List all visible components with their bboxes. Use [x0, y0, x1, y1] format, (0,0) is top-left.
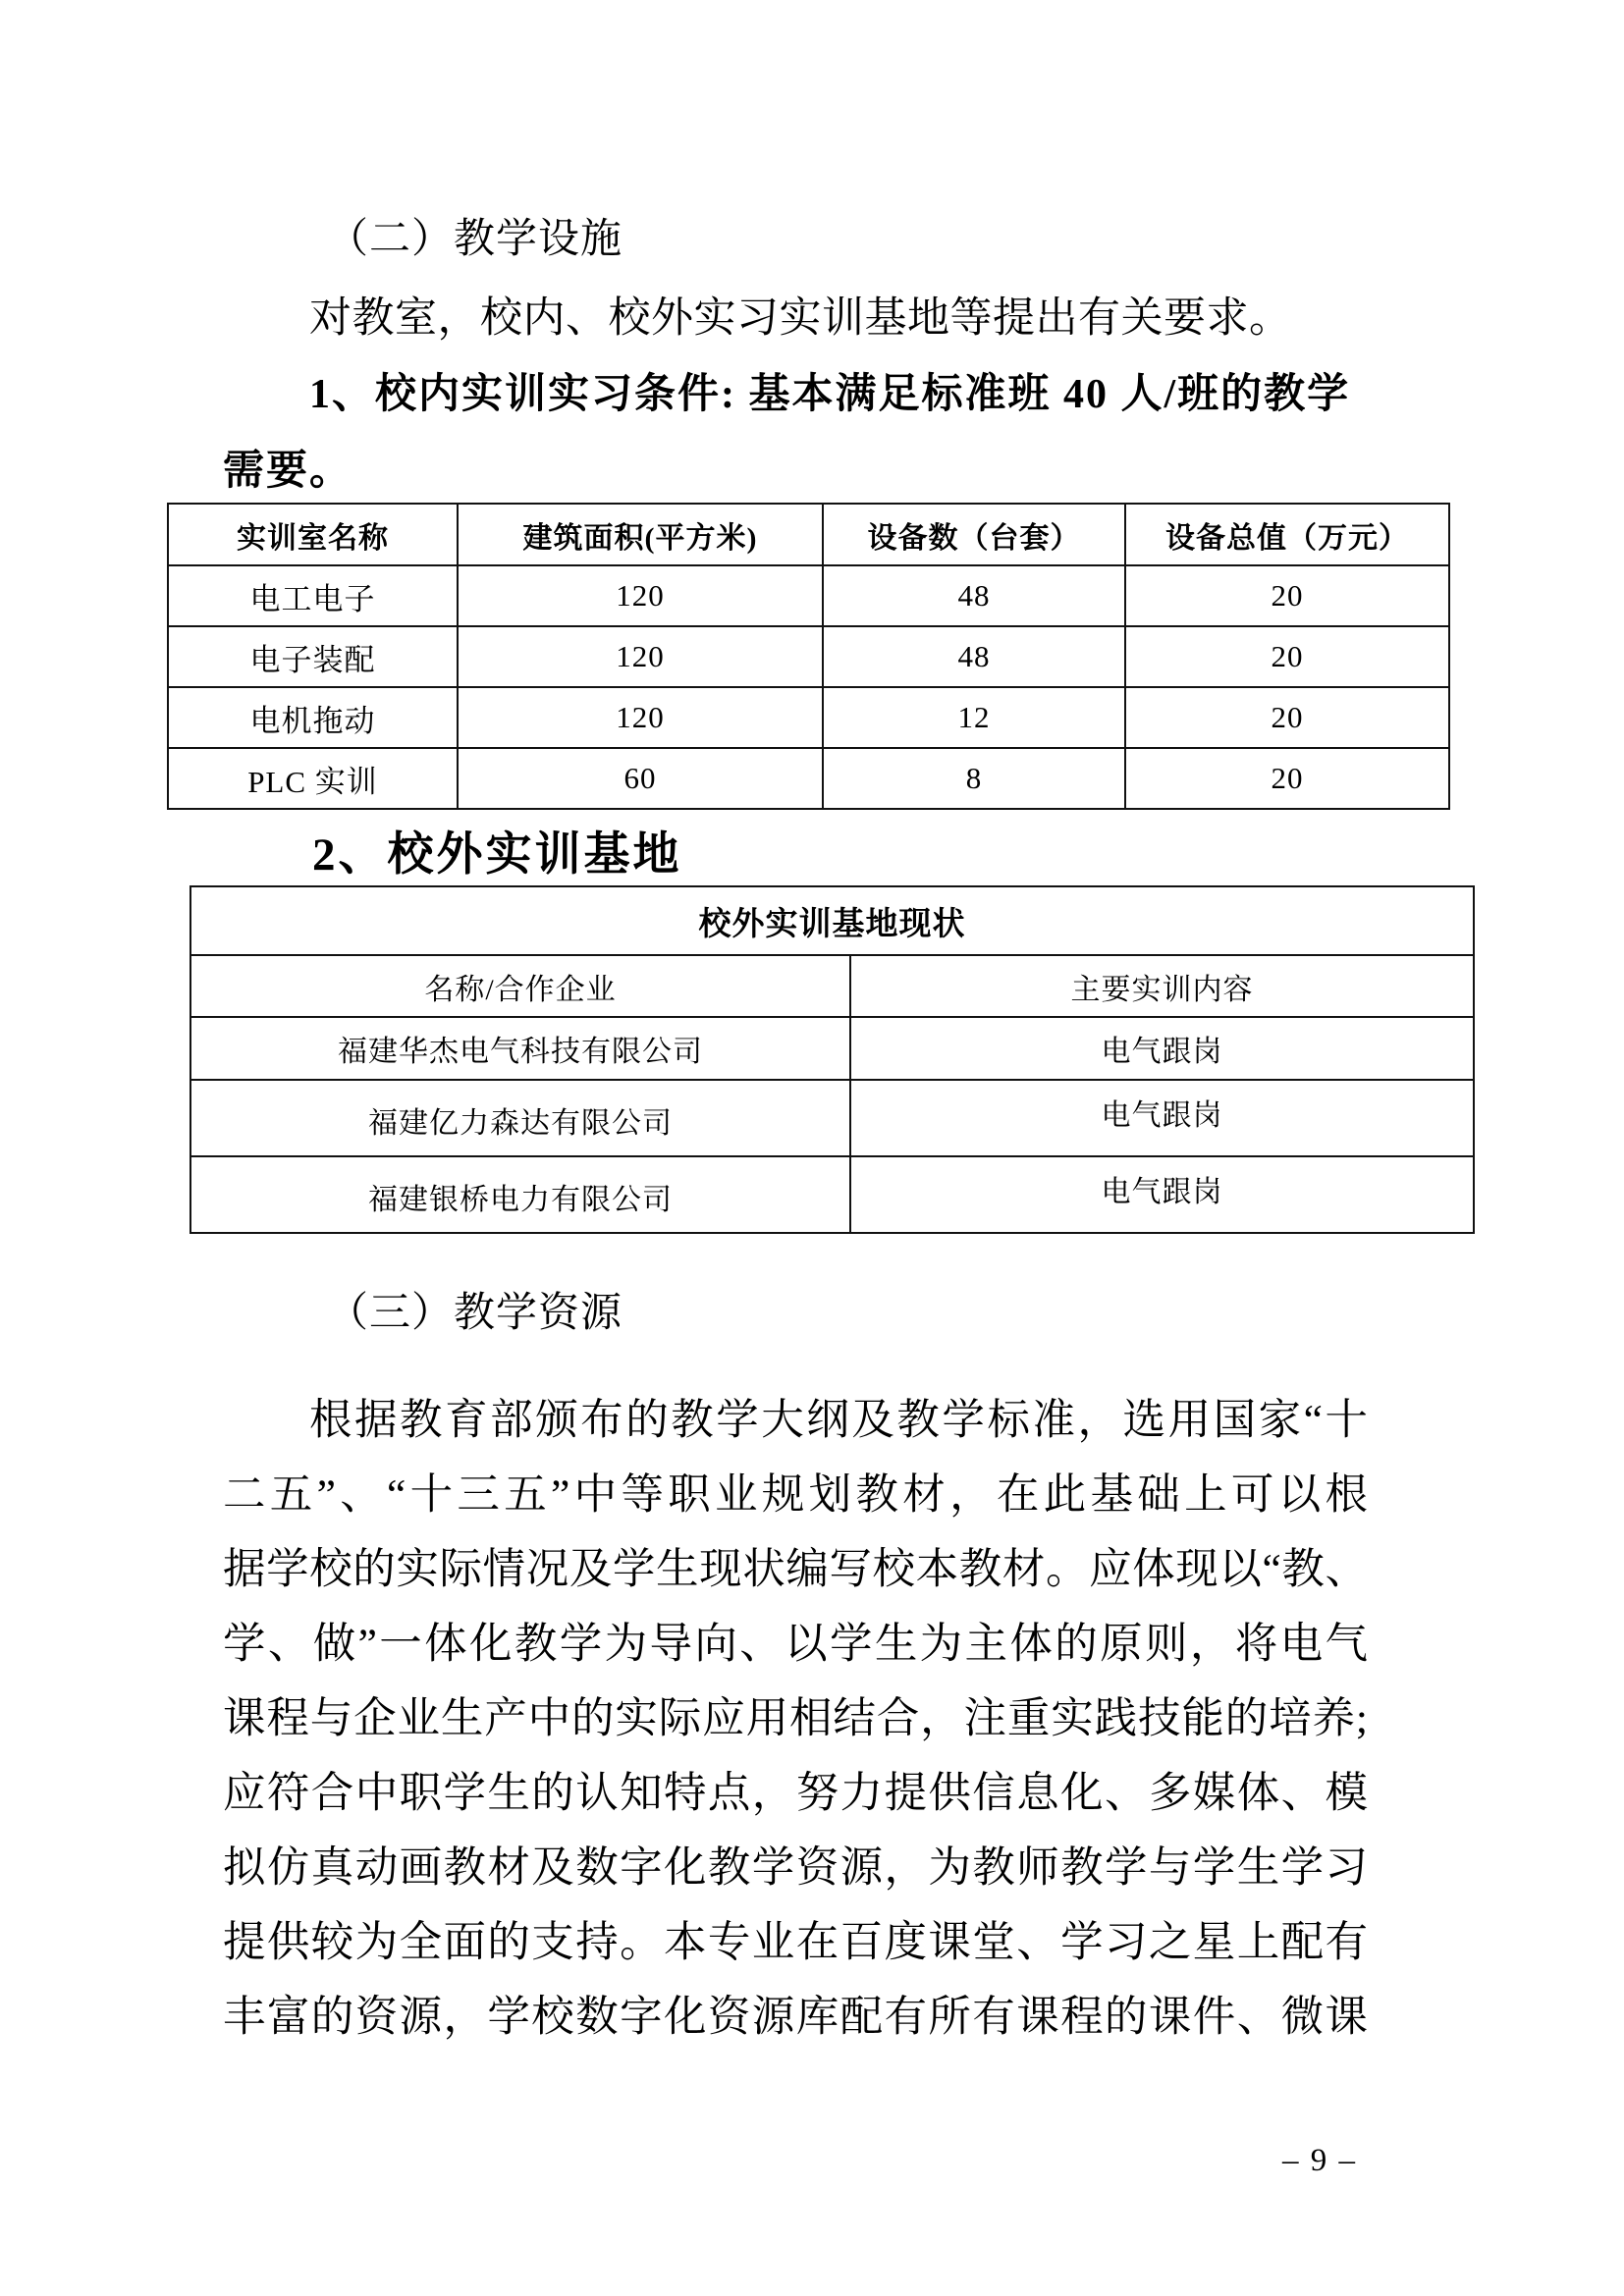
- section-3-heading: （三）教学资源: [327, 1291, 623, 1336]
- area-cell: 120: [458, 626, 823, 687]
- training-content-cell: 电气跟岗: [850, 1017, 1474, 1080]
- table-row: [168, 565, 1449, 626]
- column-header: 建筑面积(平方米): [458, 504, 823, 565]
- equipment-value-cell: 20: [1125, 626, 1449, 687]
- paragraph-line: 丰富的资源，学校数字化资源库配有所有课程的课件、微课: [223, 1994, 1368, 2041]
- subheading-2: 2、校外实训基地: [312, 829, 682, 881]
- off-campus-training-bases-table: [189, 885, 1475, 1234]
- column-header: 实训室名称: [168, 504, 458, 565]
- table-header-row: [190, 955, 1474, 1017]
- equipment-count-cell: 12: [823, 687, 1125, 748]
- table-row: [190, 1156, 1474, 1233]
- paragraph-line: 拟仿真动画教材及数字化教学资源，为教师教学与学生学习: [223, 1844, 1368, 1892]
- equipment-count-cell: 48: [823, 626, 1125, 687]
- company-name-cell: 福建亿力森达有限公司: [190, 1080, 850, 1156]
- column-header: 主要实训内容: [850, 955, 1474, 1017]
- column-header: 名称/合作企业: [190, 955, 850, 1017]
- table-row: [190, 1017, 1474, 1080]
- subheading-1-line-1: 1、校内实训实习条件: 基本满足标准班 40 人/班的教学: [309, 372, 1351, 417]
- section-2-intro-text: 对教室，校内、校外实习实训基地等提出有关要求。: [309, 295, 1292, 342]
- equipment-count-cell: 48: [823, 565, 1125, 626]
- room-name-cell: 电机拖动: [168, 687, 458, 748]
- training-content-cell: 电气跟岗: [850, 1080, 1474, 1156]
- area-cell: 60: [458, 748, 823, 809]
- room-name-cell: PLC 实训: [168, 748, 458, 809]
- section-2-heading: （二）教学设施: [327, 217, 623, 262]
- company-name-cell: 福建华杰电气科技有限公司: [190, 1017, 850, 1080]
- table-row: [190, 1080, 1474, 1156]
- equipment-value-cell: 20: [1125, 565, 1449, 626]
- paragraph-line: 学、做”一体化教学为导向、以学生为主体的原则，将电气: [223, 1621, 1368, 1668]
- table-title-row: [190, 886, 1474, 955]
- paragraph-line: 应符合中职学生的认知特点，努力提供信息化、多媒体、模: [223, 1770, 1368, 1817]
- area-cell: 120: [458, 687, 823, 748]
- company-name-cell: 福建银桥电力有限公司: [190, 1156, 850, 1233]
- campus-training-rooms-table: [167, 503, 1450, 810]
- paragraph-line: 课程与企业生产中的实际应用相结合，注重实践技能的培养;: [223, 1695, 1368, 1742]
- column-header: 设备数（台套）: [823, 504, 1125, 565]
- page-number: – 9 –: [1282, 2143, 1357, 2178]
- column-header: 设备总值（万元）: [1125, 504, 1449, 565]
- subheading-1-line-2: 需要。: [223, 449, 353, 494]
- equipment-count-cell: 8: [823, 748, 1125, 809]
- equipment-value-cell: 20: [1125, 748, 1449, 809]
- room-name-cell: 电子装配: [168, 626, 458, 687]
- body-paragraph: [223, 1383, 1368, 2055]
- area-cell: 120: [458, 565, 823, 626]
- table-row: [168, 748, 1449, 809]
- paragraph-line: 根据教育部颁布的教学大纲及教学标准，选用国家“十: [309, 1397, 1368, 1444]
- table-row: [168, 626, 1449, 687]
- table-row: [168, 687, 1449, 748]
- paragraph-line: 二五”、“十三五”中等职业规划教材，在此基础上可以根: [223, 1471, 1368, 1519]
- room-name-cell: 电工电子: [168, 565, 458, 626]
- paragraph-line: 提供较为全面的支持。本专业在百度课堂、学习之星上配有: [223, 1919, 1368, 1966]
- table-header-row: [168, 504, 1449, 565]
- paragraph-line: 据学校的实际情况及学生现状编写校本教材。应体现以“教、: [223, 1546, 1368, 1593]
- equipment-value-cell: 20: [1125, 687, 1449, 748]
- training-content-cell: 电气跟岗: [850, 1156, 1474, 1233]
- table-title: 校外实训基地现状: [190, 886, 1474, 955]
